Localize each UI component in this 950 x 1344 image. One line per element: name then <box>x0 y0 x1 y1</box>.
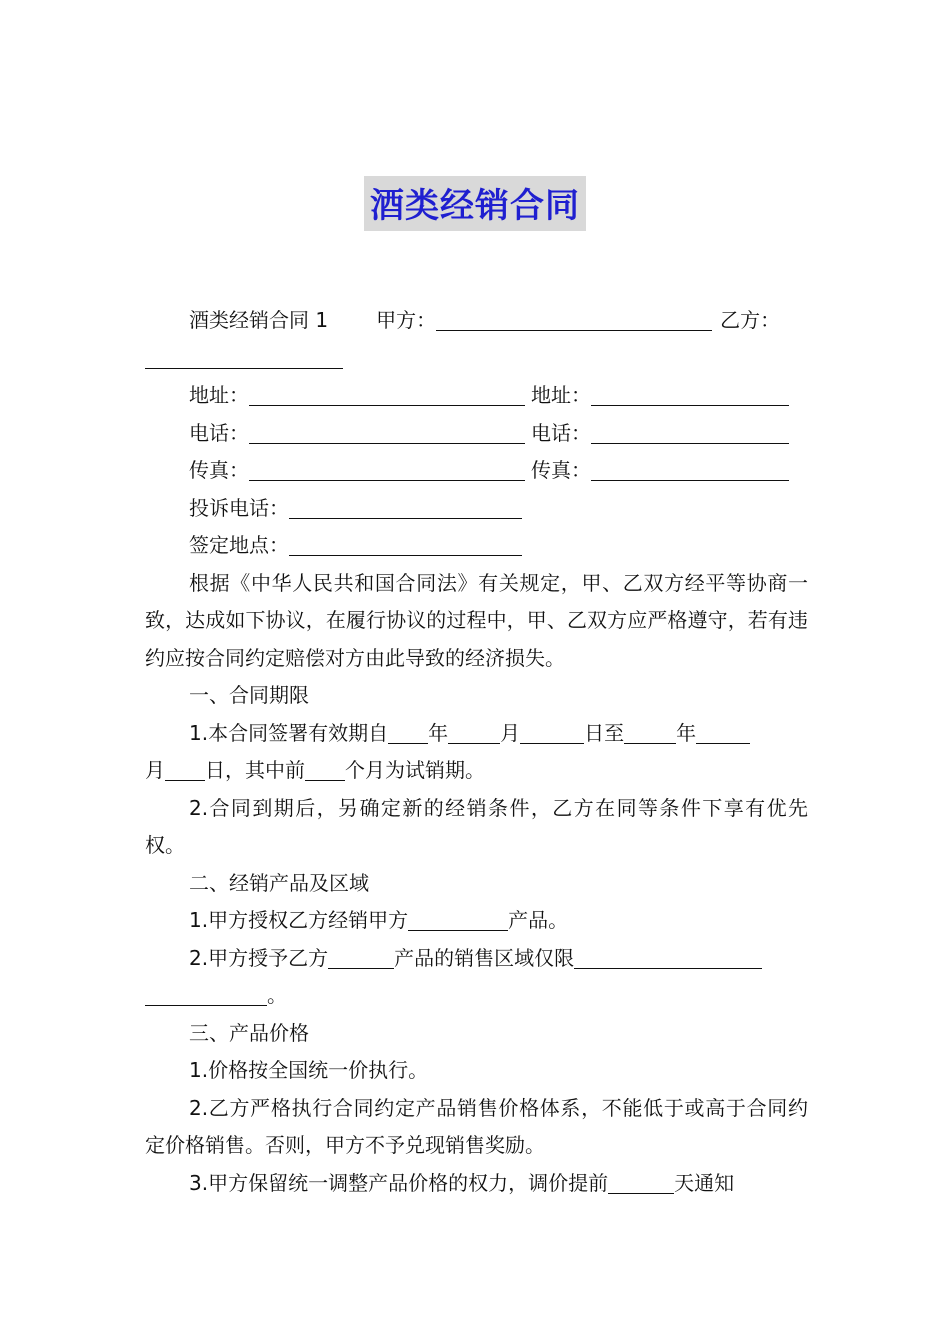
s1-i1-text-f: 月 <box>145 758 165 782</box>
fax-line <box>145 452 808 490</box>
sign-place-line <box>145 527 808 565</box>
section-1-item-2: 2.合同到期后，另确定新的经销条件，乙方在同等条件下享有优先权。 <box>145 795 808 857</box>
s1-i1-text-b: 年 <box>428 720 449 745</box>
complaint-phone-blank <box>289 494 522 519</box>
intro-paragraph: 根据《中华人民共和国合同法》有关规定，甲、乙双方经平等协商一致，达成如下协议，在履行协议的过程中，甲、乙双方应严格遵守，若有违约应按合同约定赔偿对方由此导致的经济损失。 <box>145 570 808 670</box>
s2-i1-text-b: 产品。 <box>508 908 569 932</box>
s1-i1-text-e: 年 <box>676 720 697 745</box>
blank <box>145 981 267 1006</box>
party-b-blank-line <box>145 340 808 378</box>
blank <box>448 719 500 744</box>
s3-i3-text-b: 天通知 <box>674 1170 735 1195</box>
address-blank-a <box>249 381 525 406</box>
blank <box>624 719 676 744</box>
section-3-item-1: 1.价格按全国统一价执行。 <box>189 1058 429 1082</box>
address-label-b: 地址： <box>531 383 591 407</box>
section-1-heading: 一、合同期限 <box>189 683 309 707</box>
s3-i3-text-a: 3.甲方保留统一调整产品价格的权力，调价提前 <box>189 1170 609 1195</box>
section-1-item-1-line-1 <box>145 715 808 753</box>
section-2-item-2-line-2 <box>145 977 808 1015</box>
section-1-item-1-line-2 <box>145 752 808 790</box>
parties-line <box>145 302 808 340</box>
document-title-wrap <box>0 176 950 231</box>
s1-i1-text-h: 个月为试销期。 <box>345 758 485 782</box>
s2-i2-text-c: 。 <box>267 983 287 1007</box>
phone-blank-a <box>249 419 525 444</box>
blank <box>574 944 762 969</box>
sign-place-blank <box>289 531 522 556</box>
section-3-heading: 三、产品价格 <box>189 1020 309 1045</box>
complaint-phone-label: 投诉电话： <box>189 495 289 520</box>
phone-blank-b <box>591 419 789 444</box>
address-line <box>145 377 808 415</box>
s1-i1-text-a: 1.本合同签署有效期自 <box>189 720 389 745</box>
fax-label-b: 传真： <box>531 458 591 482</box>
s2-i2-text-b: 产品的销售区域仅限 <box>394 945 575 970</box>
sign-place-label: 签定地点： <box>189 533 289 557</box>
document-body <box>145 302 808 1202</box>
blank <box>696 719 750 744</box>
section-2-item-2-line-1 <box>145 940 808 978</box>
complaint-phone-line <box>145 490 808 528</box>
phone-line <box>145 415 808 453</box>
blank <box>408 906 508 931</box>
blank <box>388 719 428 744</box>
blank <box>608 1169 674 1194</box>
party-b-blank <box>145 344 343 369</box>
party-a-blank <box>436 306 712 331</box>
fax-label-a: 传真： <box>189 458 249 482</box>
fax-blank-b <box>591 456 789 481</box>
document-title: 酒类经销合同 <box>364 176 586 231</box>
s1-i1-text-c: 月 <box>500 720 521 745</box>
s2-i1-text-a: 1.甲方授权乙方经销甲方 <box>189 908 409 932</box>
s2-i2-text-a: 2.甲方授予乙方 <box>189 945 329 970</box>
phone-label-a: 电话： <box>189 420 249 445</box>
party-a-label: 甲方： <box>376 308 437 332</box>
section-3-item-2: 2.乙方严格执行合同约定产品销售价格体系，不能低于或高于合同约定价格销售。否则，甲方不予兑现销售奖励。 <box>145 1095 808 1157</box>
fax-blank-a <box>249 456 525 481</box>
section-2-item-1 <box>145 902 808 940</box>
section-3-item-3 <box>145 1165 808 1203</box>
address-blank-b <box>591 381 789 406</box>
address-label-a: 地址： <box>189 383 249 407</box>
blank <box>328 944 394 969</box>
blank <box>520 719 584 744</box>
doc-ref: 酒类经销合同 1 <box>189 308 329 332</box>
phone-label-b: 电话： <box>531 420 591 445</box>
s1-i1-text-d: 日至 <box>584 720 625 745</box>
blank <box>165 756 205 781</box>
party-b-label: 乙方： <box>720 308 781 332</box>
section-2-heading: 二、经销产品及区域 <box>189 870 369 895</box>
blank <box>305 756 345 781</box>
s1-i1-text-g: 日，其中前 <box>205 758 305 782</box>
